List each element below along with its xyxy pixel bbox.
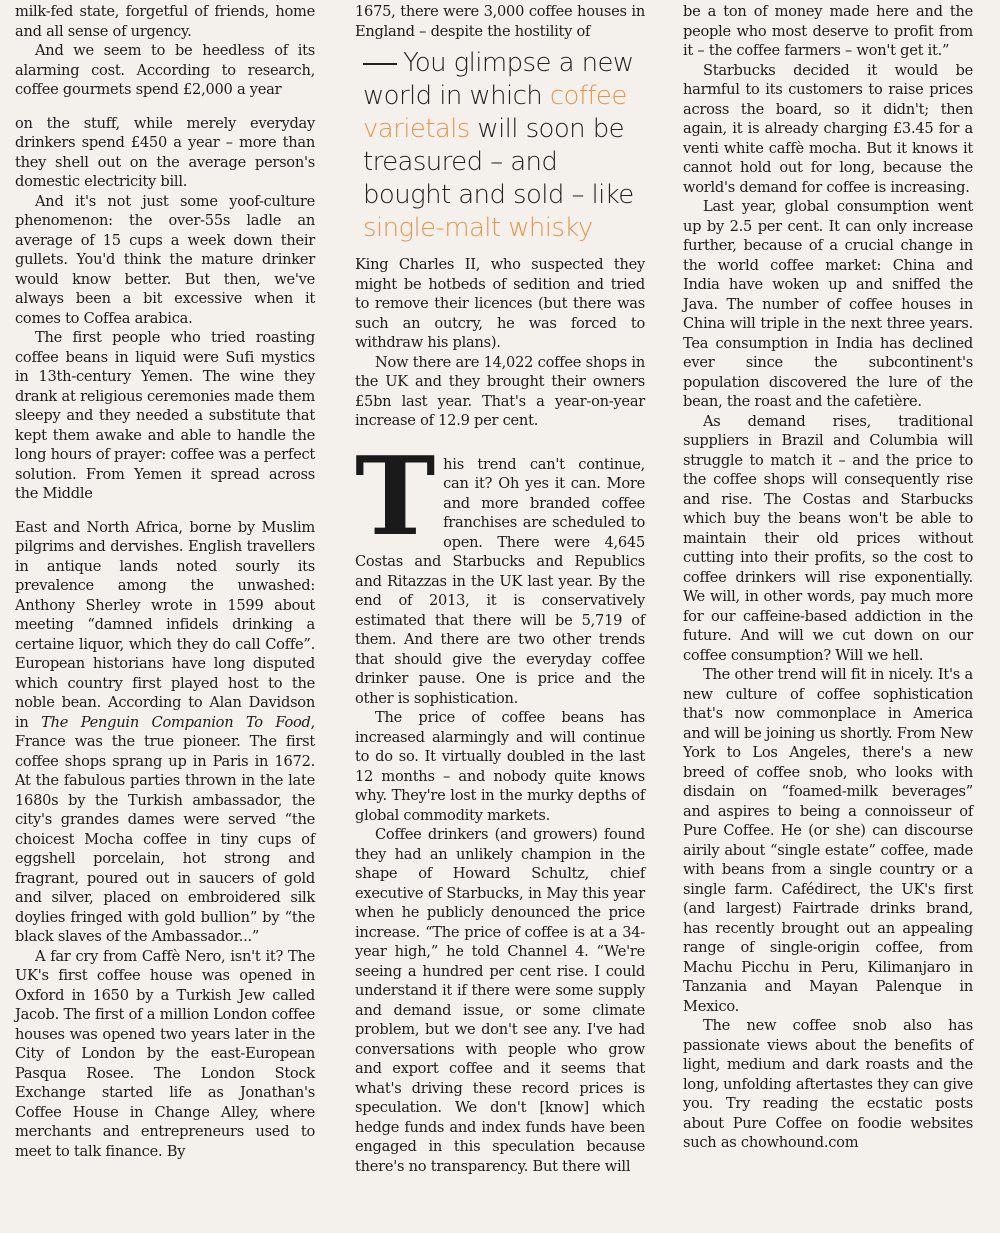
article-column-2 [355, 2, 645, 1176]
paragraph-text: , France was the true pioneer. The first coffee shops sprang up in Paris in 1672. At the fabulous parties thrown in the late 1680s by the Turkish ambassador, the city's grandes dames were served “the choicest Mocha coffee in tiny cups of eggshell porcelain, hot strong and fragrant, poured out in saucers of gold and silver, placed on embroidered silk doylies fringed with gold bullion” by “the black slaves of the Ambassador...” [15, 713, 316, 945]
paragraph: milk-fed state, forgetful of friends, home and all sense of urgency. [15, 3, 315, 40]
paragraph: The other trend will fit in nicely. It's a new culture of coffee sophistication that's now commonplace in America and will be joining us shortly. From New York to Los Angeles, there's a new breed of coffee snob, who looks with disdain on “foamed-milk beverages” and aspires to being a connoisseur of Pure Coffee. He (or she) can discourse airily about “single estate” coffee, made with beans from a single country or a single farm. Cafédirect, the UK's first (and largest) Fairtrade drinks brand, has recently brought out an appealing range of single-origin coffee, from Machu Picchu in Peru, Kilimanjaro in Tanzania and Mayan Palenque in Mexico. [683, 666, 973, 1015]
paragraph-text: his trend can't continue, can it? Oh yes it can. More and more branded coffee franchises are scheduled to open. There were 4,645 Costas and Starbucks and Republics and Ritazzas in the UK last year. By the end of 2013, it is conservatively estimated that there will be 5,719 of them. And there are two other trends that should give the everyday coffee drinker pause. One is price and the other is sophistication. [355, 455, 645, 707]
book-title: The Penguin Companion To Food [41, 713, 311, 731]
pull-quote-text: You glimpse a new world in which [363, 48, 634, 111]
paragraph-text: East and North Africa, borne by Muslim pilgrims and dervishes. English travellers in antique lands noted sourly its prevalence among the unwashed: Anthony Sherley wrote in 1599 about meeting “damned infidels drinking a certaine liquor, which they do call Coffe”. European historians have long disputed which country first played host to the noble bean. According to Alan Davidson in [15, 518, 315, 731]
paragraph: 1675, there were 3,000 coffee houses in England – despite the hostility of [355, 3, 645, 40]
paragraph: Starbucks decided it would be harmful to its customers to raise prices across the board, so it didn't; then again, it is already charging £3.45 for a venti white caffè mocha. But it knows it cannot hold out for long, because the world's demand for coffee is increasing. [683, 61, 973, 196]
pull-quote-text: will soon be treasured – and bought and sold – like [363, 114, 634, 210]
paragraph [15, 518, 315, 947]
pull-quote-highlight: single-malt whisky [363, 213, 593, 243]
article-column-3 [683, 2, 973, 1153]
paragraph: Last year, global consumption went up by 2.5 per cent. It can only increase further, because of a crucial change in the world coffee market: China and India have woken up and sniffed the Java. The number of coffee houses in China will triple in the next three years. Tea consumption in India has declined ever since the subcontinent's population discovered the lure of the bean, the roast and the cafetière. [683, 198, 973, 410]
paragraph: King Charles II, who suspected they might be hotbeds of sedition and tried to remove their licences (but there was such an outcry, he was forced to withdraw his plans). [355, 256, 645, 351]
paragraph: The new coffee snob also has passionate views about the benefits of light, medium and dark roasts and the long, unfolding aftertastes they can give you. Try reading the ecstatic posts about Pure Coffee on foodie websites such as chowhound.com [683, 1017, 973, 1151]
paragraph: be a ton of money made here and the people who most deserve to profit from it – the coffee farmers – won't get it.” [683, 3, 973, 59]
paragraph: The price of coffee beans has increased alarmingly and will continue to do so. It virtually doubled in the last 12 months – and nobody quite knows why. They're lost in the murky depths of global commodity markets. [355, 709, 645, 824]
pull-quote [363, 47, 645, 245]
paragraph: The first people who tried roasting coffee beans in liquid were Sufi mystics in 13th-century Yemen. The wine they drank at religious ceremonies made them sleepy and they needed a substitute that kept them awake and able to handle the long hours of prayer: coffee was a perfect solution. From Yemen it spread across the Middle [15, 329, 315, 502]
paragraph: And it's not just some yoof-culture phenomenon: the over-55s ladle an average of 15 cups a week down their gullets. You'd think the mature drinker would know better. But then, we've always been a bit excessive when it comes to Coffea arabica. [15, 192, 315, 327]
pull-quote-highlight: coffee varietals [363, 81, 627, 144]
paragraph: And we seem to be heedless of its alarming cost. According to research, coffee gourmets spend £2,000 a year [15, 42, 315, 98]
paragraph: As demand rises, traditional suppliers in Brazil and Columbia will struggle to match it – and the price to the coffee shops will consequently rise and rise. The Costas and Starbucks which buy the beans won't be able to maintain their old prices without cutting into their profits, so the cost to coffee drinkers will rise exponentially. We will, in other words, pay much more for our caffeine-based addiction in the future. And will we cut down on our coffee consumption? Will we hell. [683, 412, 973, 664]
paragraph: A far cry from Caffè Nero, isn't it? The UK's first coffee house was opened in Oxford in 1650 by a Turkish Jew called Jacob. The first of a million London coffee houses was opened two years later in the City of London by the east-European Pasqua Rosee. The London Stock Exchange started life as Jonathan's Coffee House in Change Alley, where merchants and entrepreneurs used to meet to talk finance. By [15, 947, 315, 1160]
pull-quote-dash [363, 63, 397, 65]
paragraph: Now there are 14,022 coffee shops in the UK and they brought their owners £5bn last year. That's a year-on-year increase of 12.9 per cent. [355, 353, 645, 429]
paragraph: on the stuff, while merely everyday drinkers spend £450 a year – more than they shell out on the average person's domestic electricity bill. [15, 114, 315, 190]
paragraph: Coffee drinkers (and growers) found they had an unlikely champion in the shape of Howard Schultz, chief executive of Starbucks, in May this year when he publicly denounced the price increase. “The price of coffee is at a 34-year high,” he told Channel 4. “We're seeing a hundred per cent rise. I could understand it if there were some supply and demand issue, or some climate problem, but we don't see any. I've had conversations with people who grow and export coffee and it seems that what's driving these record prices is speculation. We don't [know] which hedge funds and index funds have been engaged in this speculation because there's no transparency. But there will [355, 826, 645, 1175]
dropcap-paragraph [355, 433, 645, 709]
article-column-1 [15, 2, 315, 1161]
drop-cap: T [355, 433, 436, 560]
